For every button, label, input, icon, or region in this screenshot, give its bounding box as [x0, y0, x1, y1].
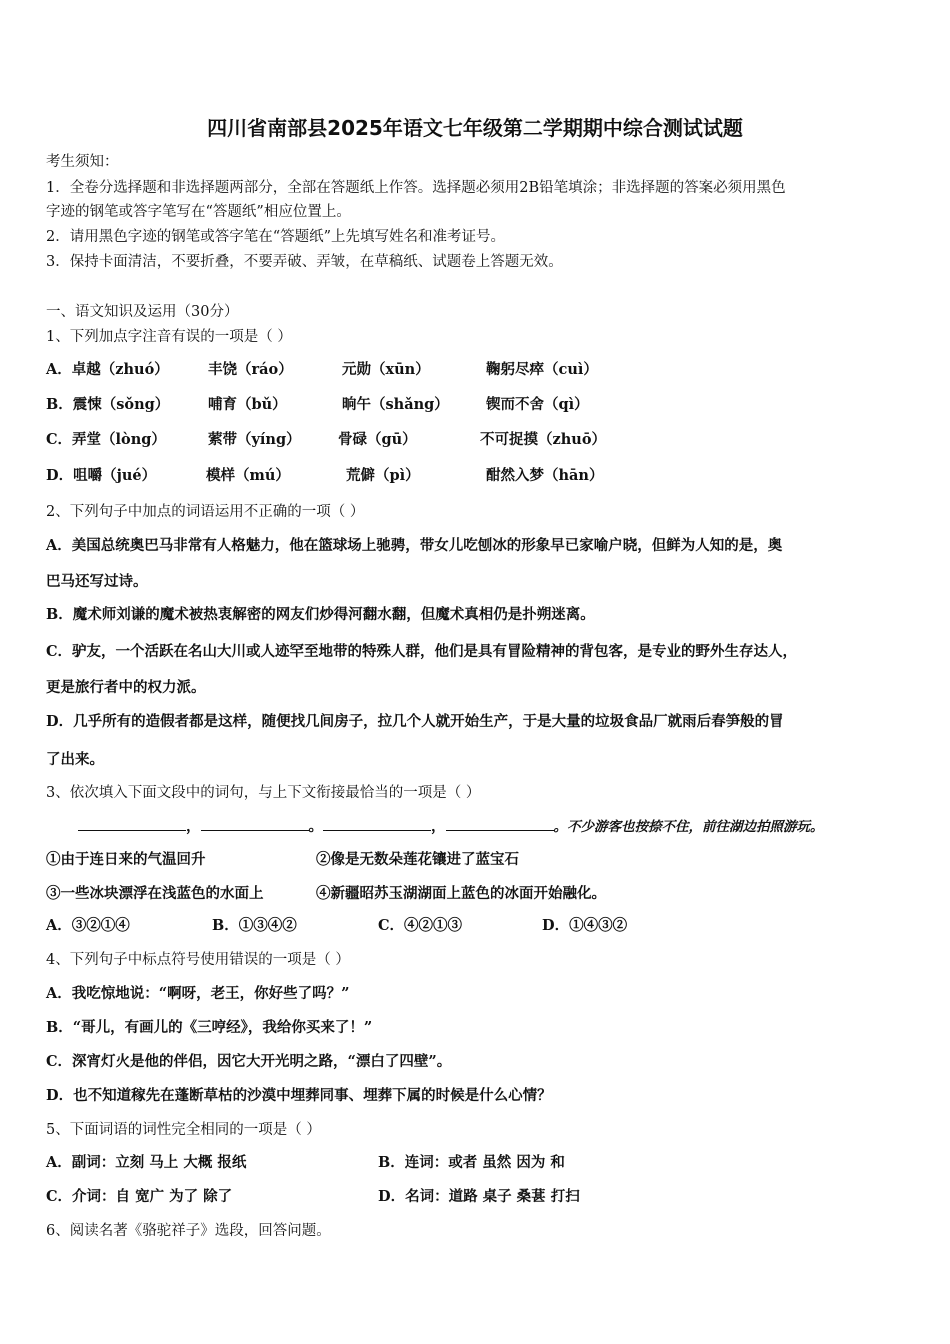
q1-option-c-1: C．弄堂（lòng） — [46, 431, 166, 448]
q3-option-a: A．③②①④ — [46, 917, 130, 934]
q4-option-b: B．“哥儿，有画儿的《三哼经》，我给你买来了！” — [46, 1019, 373, 1036]
blank-4[interactable] — [446, 816, 554, 831]
notice-item-1-cont: 字迹的钢笔或答字笔写在“答题纸”相应位置上。 — [46, 204, 351, 220]
q4-option-d: D．也不知道稼先在蓬断草枯的沙漠中埋葬同事、埋葬下属的时候是什么心情？ — [46, 1087, 552, 1104]
q3-fill-blank-text — [78, 816, 824, 837]
q1-option-c-3: 骨碌（gū） — [338, 431, 417, 448]
q3-option-b: B．①③④② — [212, 917, 297, 934]
question-6-stem: 6、阅读名著《骆驼祥子》选段，回答问题。 — [46, 1223, 331, 1239]
q3-separator-2: 。 — [308, 818, 323, 835]
q3-item-2: ②像是无数朵莲花镶进了蓝宝石 — [316, 851, 519, 868]
q1-option-d-4: 酣然入梦（hān） — [486, 467, 604, 484]
q1-option-d-2: 模样（mú） — [206, 467, 290, 484]
q2-option-c: C．驴友，一个活跃在名山大川或人迹罕至地带的特殊人群，他们是具有冒险精神的背包客，是专业的野外生存达人， — [46, 643, 798, 660]
q3-item-1: ①由于连日来的气温回升 — [46, 851, 206, 868]
q1-option-b-3: 晌午（shǎng） — [342, 396, 449, 413]
q3-item-3: ③一些冰块漂浮在浅蓝色的水面上 — [46, 885, 264, 902]
notice-heading: 考生须知： — [46, 154, 119, 170]
q1-option-a-3: 元勋（xūn） — [342, 361, 430, 378]
blank-1[interactable] — [78, 816, 186, 831]
q1-option-d-3: 荒僻（pì） — [346, 467, 420, 484]
q3-option-c: C．④②①③ — [378, 917, 463, 934]
q5-option-b: B．连词：或者 虽然 因为 和 — [378, 1154, 565, 1171]
q2-option-b: B．魔术师刘谦的魔术被热衷解密的网友们炒得河翻水翻，但魔术真相仍是扑朔迷离。 — [46, 606, 595, 623]
q1-option-a-4: 鞠躬尽瘁（cuì） — [486, 361, 598, 378]
section-heading: 一、语文知识及运用（30分） — [46, 304, 239, 320]
blank-3[interactable] — [323, 816, 431, 831]
q2-option-d-cont: 了出来。 — [46, 751, 104, 768]
page-title: 四川省南部县2025年语文七年级第二学期期中综合测试试题 — [207, 116, 743, 140]
question-4-stem: 4、下列句子中标点符号使用错误的一项是（ ） — [46, 952, 350, 968]
q1-option-c-2: 萦带（yíng） — [208, 431, 301, 448]
q2-option-c-cont: 更是旅行者中的权力派。 — [46, 679, 206, 696]
q5-option-a: A．副词：立刻 马上 大概 报纸 — [46, 1154, 247, 1171]
question-2-stem: 2、下列句子中加点的词语运用不正确的一项（ ） — [46, 504, 365, 520]
q2-option-a: A．美国总统奥巴马非常有人格魅力，他在篮球场上驰骋，带女儿吃刨冰的形象早已家喻户晓，但鲜为人知的是，奥 — [46, 537, 783, 554]
question-5-stem: 5、下面词语的词性完全相同的一项是（ ） — [46, 1122, 321, 1138]
q1-option-a-2: 丰饶（ráo） — [208, 361, 293, 378]
q4-option-a: A．我吃惊地说：“啊呀，老王，你好些了吗？” — [46, 985, 350, 1002]
q1-option-b-2: 哺育（bǔ） — [208, 396, 287, 413]
q2-option-a-cont: 巴马还写过诗。 — [46, 573, 148, 590]
question-3-stem: 3、依次填入下面文段中的词句，与上下文衔接最恰当的一项是（ ） — [46, 785, 481, 801]
q3-item-4: ④新疆昭苏玉湖湖面上蓝色的冰面开始融化。 — [316, 885, 606, 902]
q1-option-b-4: 锲而不舍（qì） — [486, 396, 589, 413]
q4-option-c: C．深宵灯火是他的伴侣，因它大开光明之路，“漂白了四壁”。 — [46, 1053, 452, 1070]
notice-item-2: 2．请用黑色字迹的钢笔或答字笔在“答题纸”上先填写姓名和准考证号。 — [46, 229, 506, 245]
q5-option-c: C．介词：自 宽广 为了 除了 — [46, 1188, 233, 1205]
q3-option-d: D．①④③② — [542, 917, 628, 934]
q3-separator-1: ， — [186, 818, 201, 835]
q1-option-a-1: A．卓越（zhuó） — [46, 361, 169, 378]
blank-2[interactable] — [201, 816, 309, 831]
q2-option-d: D．几乎所有的造假者都是这样，随便找几间房子，拉几个人就开始生产，于是大量的垃圾食品厂就雨后春笋般的冒 — [46, 713, 784, 730]
q3-tail-text: 。不少游客也按捺不住，前往湖边拍照游玩。 — [553, 819, 824, 835]
q1-option-c-4: 不可捉摸（zhuō） — [480, 431, 606, 448]
q1-option-b-1: B．震悚（sǒng） — [46, 396, 170, 413]
q5-option-d: D．名词：道路 桌子 桑葚 打扫 — [378, 1188, 580, 1205]
q3-separator-3: ， — [431, 818, 446, 835]
notice-item-3: 3．保持卡面清洁，不要折叠，不要弄破、弄皱，在草稿纸、试题卷上答题无效。 — [46, 254, 563, 270]
notice-item-1: 1．全卷分选择题和非选择题两部分，全部在答题纸上作答。选择题必须用2B铅笔填涂；非选择题的答案必须用黑色 — [46, 180, 786, 196]
question-1-stem: 1、下列加点字注音有误的一项是（ ） — [46, 329, 292, 345]
q1-option-d-1: D．咀嚼（jué） — [46, 467, 157, 484]
